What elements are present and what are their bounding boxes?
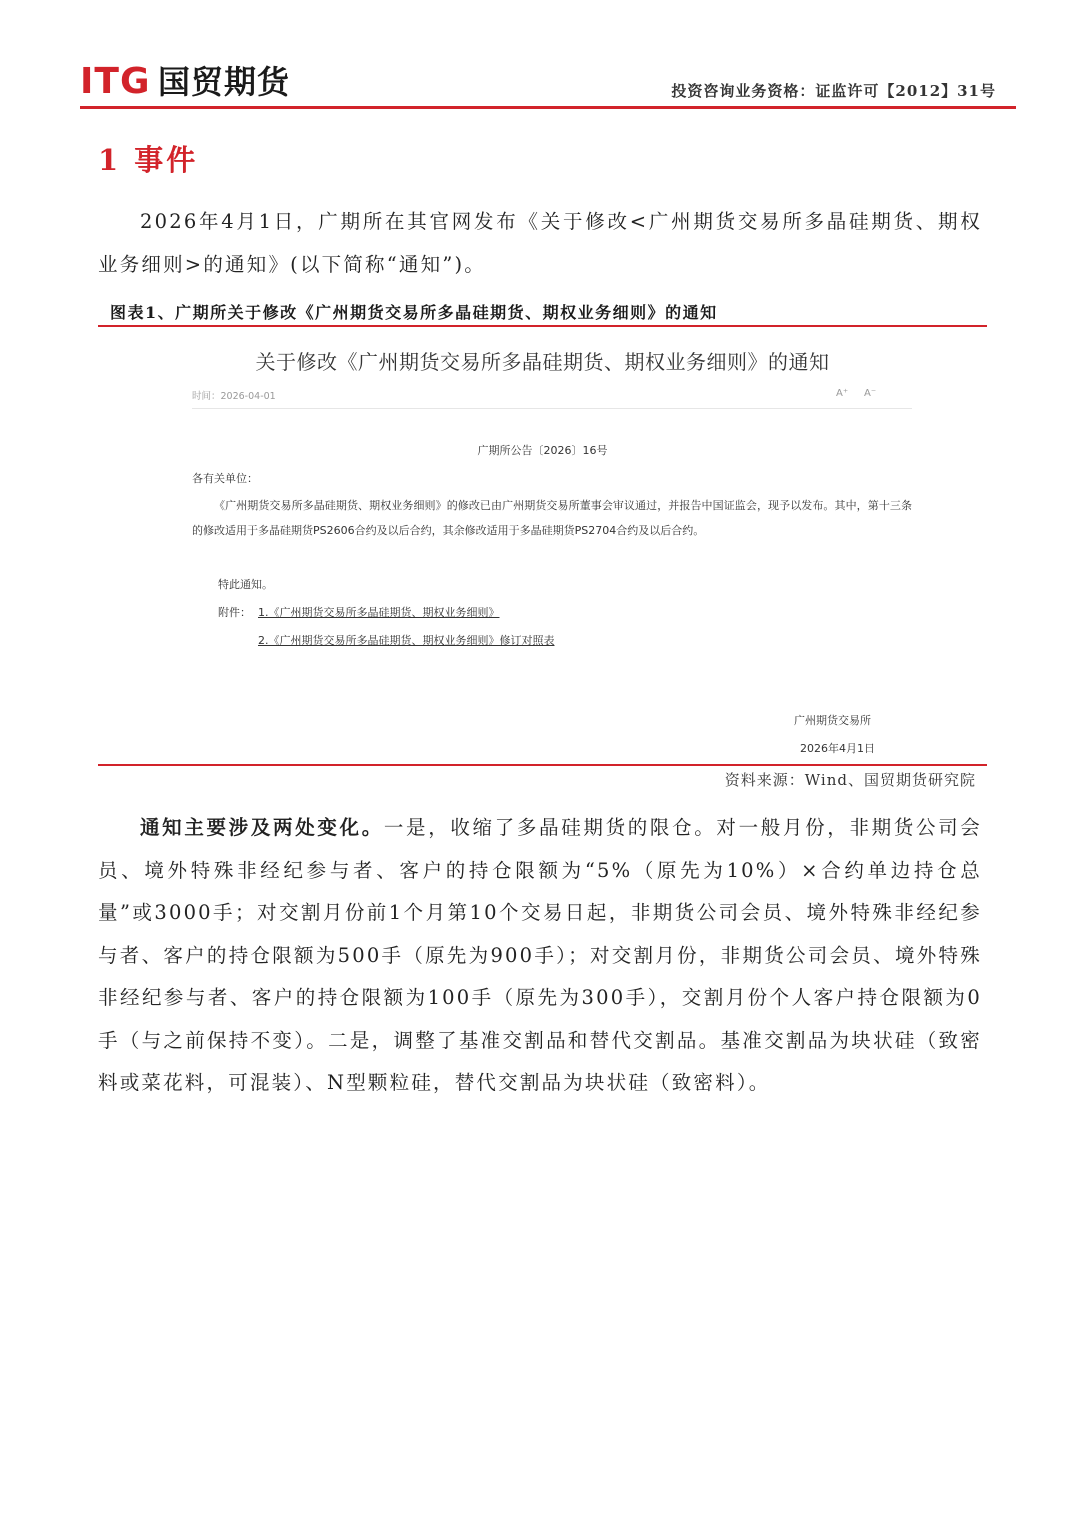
- header-divider: [80, 106, 1016, 109]
- attachment-link-2[interactable]: 2.《广州期货交易所多晶硅期货、期权业务细则》修订对照表: [258, 634, 555, 647]
- figure-caption: 图表1、广期所关于修改《广州期货交易所多晶硅期货、期权业务细则》的通知: [110, 303, 718, 322]
- figure-bottom-rule: [98, 764, 987, 766]
- analysis-paragraph: [98, 807, 982, 1105]
- notice-date: 时间：2026-04-01: [192, 391, 276, 402]
- notice-closing: 特此通知。: [218, 578, 273, 591]
- section-title: 1 事件: [98, 143, 199, 177]
- notice-salutation: 各有关单位：: [192, 472, 258, 485]
- notice-divider: [192, 408, 912, 409]
- attachment-link-1[interactable]: 1.《广州期货交易所多晶硅期货、期权业务细则》: [258, 606, 500, 619]
- notice-signature-date: 2026年4月1日: [800, 742, 875, 755]
- figure-top-rule: [98, 325, 987, 327]
- font-decrease-icon[interactable]: A⁻: [864, 388, 877, 399]
- attachments-label: 附件：: [218, 606, 251, 619]
- license-note: 投资咨询业务资格：证监许可【2012】31号: [671, 82, 996, 100]
- notice-title: 关于修改《广州期货交易所多晶硅期货、期权业务细则》的通知: [255, 350, 830, 374]
- notice-number: 广期所公告〔2026〕16号: [477, 444, 608, 457]
- analysis-text: 一是，收缩了多晶硅期货的限仓。对一般月份，非期货公司会员、境外特殊非经纪参与者、客户的持仓限额为“5%（原先为10%）×合约单边持仓总量”或3000手；对交割月份前1个月第10个交易日起，非期货公司会员、境外特殊非经纪参与者、客户的持仓限额为500手（原先为900手）；对交割月份，非期货公司会员、境外特殊非经纪参与者、客户的持仓限额为100手（原先为300手），交割月份个人客户持仓限额为0手（与之前保持不变）。二是，调整了基准交割品和替代交割品。基准交割品为块状硅（致密料或菜花料，可混装）、N型颗粒硅，替代交割品为块状硅（致密料）。: [98, 816, 982, 1094]
- figure-source: 资料来源：Wind、国贸期货研究院: [724, 771, 976, 789]
- notice-screenshot: [100, 330, 985, 762]
- font-increase-icon[interactable]: A⁺: [836, 388, 849, 399]
- notice-signature-org: 广州期货交易所: [794, 714, 871, 727]
- intro-paragraph: 2026年4月1日，广期所在其官网发布《关于修改<广州期货交易所多晶硅期货、期权业务细则>的通知》(以下简称“通知”)。: [98, 210, 982, 276]
- brand-logo-name: 国贸期货: [158, 63, 291, 101]
- brand-logo-itg: ITG: [80, 61, 151, 102]
- notice-body: 《广州期货交易所多晶硅期货、期权业务细则》的修改已由广州期货交易所董事会审议通过，并报告中国证监会，现予以发布。其中，第十三条的修改适用于多晶硅期货PS2606合约及以后合约，其余修改适用于多晶硅期货PS2704合约及以后合约。: [192, 499, 912, 537]
- analysis-lead: 通知主要涉及两处变化。: [140, 816, 384, 839]
